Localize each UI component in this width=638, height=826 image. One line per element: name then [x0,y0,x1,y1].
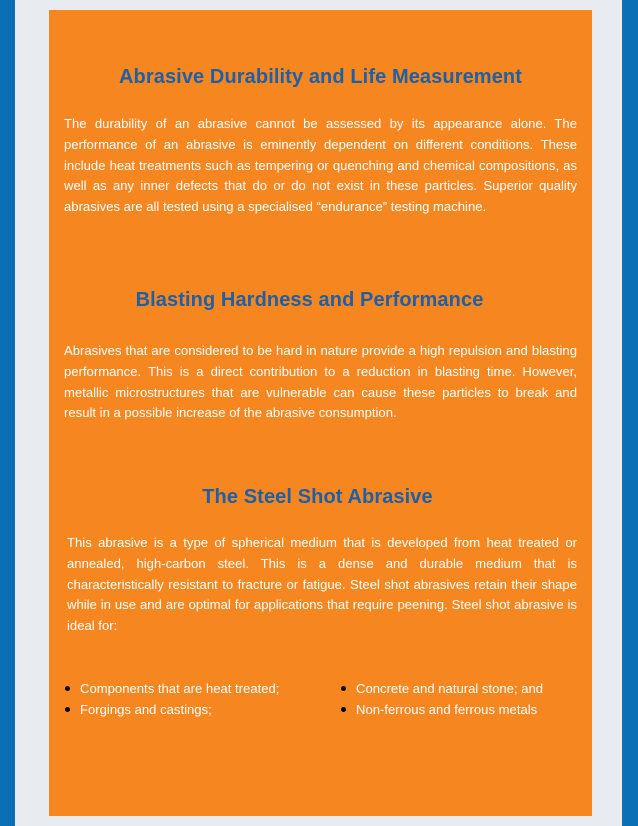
paragraph-steel-shot: This abrasive is a type of spherical medium that is developed from heat treated or annealed, high-carbon steel. This is a dense and durable medium that is characteristically resistant to fracture or fatigue. Steel shot abrasives retain their shape while in use and are optimal for applications that require peening. Steel shot abrasive is ideal for: [67,535,577,634]
paragraph-durability: The durability of an abrasive cannot be assessed by its appearance alone. The performance of an abrasive is eminently dependent on different conditions. These include heat treatments such as tempering or quenching and chemical compositions, as well as any inner defects that do or do not exist in these particles. Superior quality abrasives are all tested using a specialised “endurance” testing machine. [64,116,577,215]
bullet-list-right [339,678,543,720]
bullet-icon [341,707,346,712]
list-item: Components that are heat treated; [63,678,339,699]
heading-blasting: Blasting Hardness and Performance [135,289,484,311]
heading-durability: Abrasive Durability and Life Measurement [118,66,522,88]
list-item: Concrete and natural stone; and [339,678,543,699]
bullet-icon [65,686,70,691]
paragraph-blasting: Abrasives that are considered to be hard in nature provide a high repulsion and blasting performance. This is a direct contribution to a reduction in blasting time. However, metallic microstructures that are vulnerable can cause these particles to break and result in a possible increase of the abrasive consumption. [64,343,577,421]
list-item: Forgings and castings; [63,699,339,720]
left-margin [15,0,49,826]
bullet-icon [65,707,70,712]
bullet-list-left [63,678,339,720]
bullet-icon [341,686,346,691]
left-edge-bar [0,0,15,826]
right-margin [592,0,622,826]
heading-steel-shot: The Steel Shot Abrasive [202,486,433,508]
list-item: Non-ferrous and ferrous metals [339,699,543,720]
content-panel [49,10,592,816]
bullet-lists [63,678,582,720]
right-edge-bar [622,0,638,826]
